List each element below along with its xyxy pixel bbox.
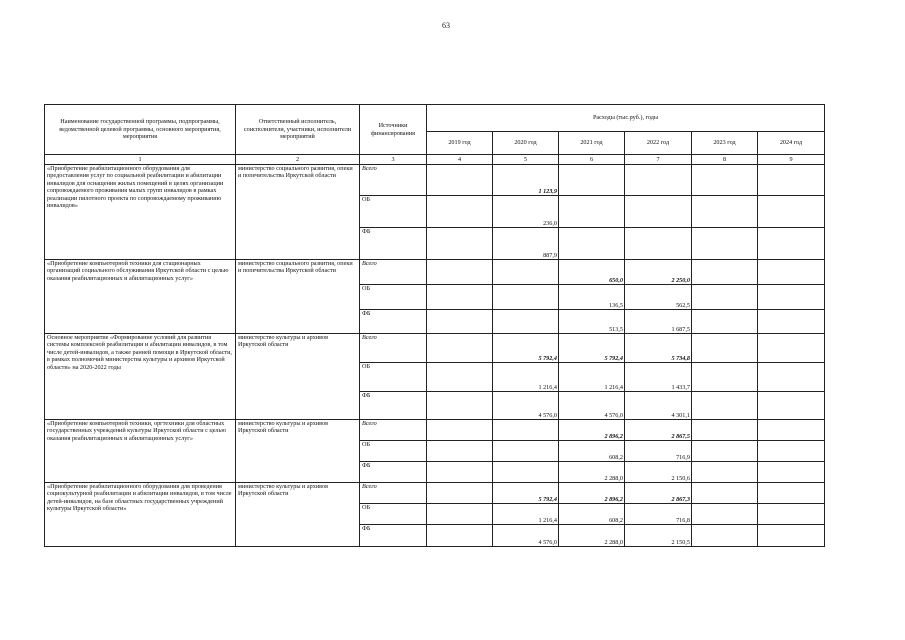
funding-source: Всего [360,483,427,504]
expense-value: 2 150,5 [625,525,692,547]
measure-executor: министерство культуры и архивов Иркутской области [236,483,360,547]
funding-source: Всего [360,260,427,285]
expense-value [758,504,825,525]
funding-source: Всего [360,420,427,441]
measure-name: «Приобретение реабилитационного оборудования для проведения социокультурной реабилитации и абилитации инвалидов, в том числе детей-инвалидов, на базе областных государственных учреждений культуры Иркутской области» [45,483,236,547]
expense-value [427,504,493,525]
expense-value [692,504,758,525]
table-row [45,260,825,285]
expense-value [427,165,493,196]
measure-name: Основное мероприятие «Формирование условий для развития системы комплексной реабилитации и абилитации инвалидов, в том числе детей-инвалидов, а также ранней помощи в Иркутской области, в рамках полномочий министерства культуры и архивов Иркутской области» на 2020-2022 годы [45,334,236,420]
expense-value: 2 896,2 [559,483,625,504]
expense-value [758,363,825,392]
expense-value: 2 896,2 [559,420,625,441]
expense-value [758,228,825,260]
column-number: 2 [236,155,360,165]
expense-value: 4 301,1 [625,392,692,420]
expense-value: 4 576,0 [493,392,559,420]
expense-value: 5 792,4 [493,483,559,504]
header-name: Наименование государственной программы, подпрограммы, ведомственной целевой программы, основного мероприятия, мероприятия [45,105,236,155]
expense-value: 5 734,8 [625,334,692,363]
funding-source: ФБ [360,462,427,483]
expense-value [493,441,559,462]
expense-value [758,462,825,483]
expense-value: 4 576,0 [493,525,559,547]
header-year: 2022 год [625,132,692,155]
expense-value: 5 792,4 [559,334,625,363]
expense-value [427,363,493,392]
expense-value [758,483,825,504]
measure-name: «Приобретение компьютерной техники для стационарных организаций социального обслуживания Иркутской области с целью оказания реабилитационных и абилитационных услуг» [45,260,236,334]
expense-value [692,483,758,504]
header-source: Источники финансирования [360,105,427,155]
expenses-table-wrap [44,104,825,547]
table-body [45,165,825,547]
table-row [45,334,825,363]
expense-value [427,483,493,504]
measure-executor: министерство культуры и архивов Иркутской области [236,334,360,420]
expense-value [758,310,825,334]
expense-value [758,420,825,441]
expense-value [692,196,758,228]
expense-value [559,228,625,260]
funding-source: ОБ [360,196,427,228]
expense-value [758,525,825,547]
measure-name: «Приобретение реабилитационного оборудования для предоставления услуг по социальной реабилитации и абилитации инвалидов для оснащения жилых помещений в целях организации сопровождаемого проживания малых групп инвалидов в рамках реализации пилотного проекта по сопровождаемому проживанию инвалидов» [45,165,236,260]
expense-value: 236,0 [493,196,559,228]
expense-value [493,285,559,310]
expense-value [692,392,758,420]
expense-value: 2 250,0 [625,260,692,285]
header-expenses: Расходы (тыс.руб.), годы [427,105,825,132]
expense-value [427,441,493,462]
expense-value [692,363,758,392]
header-year: 2020 год [493,132,559,155]
funding-source: ОБ [360,285,427,310]
expense-value [692,310,758,334]
expense-value: 887,9 [493,228,559,260]
expense-value: 1 216,4 [559,363,625,392]
header-year: 2023 год [692,132,758,155]
expense-value: 2 867,3 [625,483,692,504]
expense-value: 1 433,7 [625,363,692,392]
expense-value [692,165,758,196]
expense-value [692,462,758,483]
funding-source: Всего [360,334,427,363]
expense-value [559,196,625,228]
expense-value [427,462,493,483]
column-number: 7 [625,155,692,165]
column-number: 4 [427,155,493,165]
expense-value [427,420,493,441]
expense-value [758,334,825,363]
table-row [45,420,825,441]
funding-source: ОБ [360,363,427,392]
expense-value: 136,5 [559,285,625,310]
expense-value [427,525,493,547]
header-year: 2019 год [427,132,493,155]
expense-value [559,165,625,196]
header-year: 2021 год [559,132,625,155]
expense-value: 2 288,0 [559,525,625,547]
expenses-table [44,104,825,547]
expense-value [758,196,825,228]
funding-source: ФБ [360,525,427,547]
expense-value [625,228,692,260]
expense-value [625,165,692,196]
expense-value [758,441,825,462]
expense-value: 650,0 [559,260,625,285]
expense-value [427,260,493,285]
page-number: 63 [442,21,450,30]
expense-value [427,228,493,260]
expense-value [692,420,758,441]
header-year: 2024 год [758,132,825,155]
column-number: 1 [45,155,236,165]
expense-value: 1 687,5 [625,310,692,334]
expense-value: 1 123,9 [493,165,559,196]
expense-value [758,285,825,310]
funding-source: ФБ [360,310,427,334]
expense-value: 4 576,0 [559,392,625,420]
column-number: 5 [493,155,559,165]
expense-value: 1 216,4 [493,504,559,525]
column-number: 9 [758,155,825,165]
expense-value [427,196,493,228]
expense-value [692,334,758,363]
expense-value: 608,2 [559,504,625,525]
measure-name: «Приобретение компьютерной техники, оргтехники для областных государственных учреждений культуры Иркутской области с целью оказания реабилитационных и абилитационных услуг» [45,420,236,483]
header-executor: Ответственный исполнитель, соисполнители, участники, исполнители мероприятий [236,105,360,155]
expense-value: 1 216,4 [493,363,559,392]
expense-value: 513,5 [559,310,625,334]
expense-value [692,260,758,285]
expense-value [692,525,758,547]
expense-value [427,310,493,334]
expense-value [758,260,825,285]
expense-value: 2 867,5 [625,420,692,441]
table-row [45,165,825,196]
funding-source: ФБ [360,228,427,260]
measure-executor: министерство социального развития, опеки и попечительства Иркутской области [236,165,360,260]
column-number-row [45,155,825,165]
expense-value [493,420,559,441]
expense-value [493,260,559,285]
expense-value [692,441,758,462]
funding-source: ОБ [360,441,427,462]
expense-value: 716,8 [625,504,692,525]
expense-value [692,228,758,260]
column-number: 6 [559,155,625,165]
expense-value: 2 150,6 [625,462,692,483]
measure-executor: министерство культуры и архивов Иркутской области [236,420,360,483]
expense-value [427,392,493,420]
funding-source: Всего [360,165,427,196]
expense-value [427,285,493,310]
funding-source: ОБ [360,504,427,525]
expense-value [493,462,559,483]
expense-value [758,392,825,420]
expense-value: 5 792,4 [493,334,559,363]
expense-value [692,285,758,310]
expense-value: 608,2 [559,441,625,462]
column-number: 8 [692,155,758,165]
column-number: 3 [360,155,427,165]
expense-value [427,334,493,363]
expense-value [625,196,692,228]
expense-value: 2 288,0 [559,462,625,483]
measure-executor: министерство социального развития, опеки и попечительства Иркутской области [236,260,360,334]
expense-value [493,310,559,334]
expense-value: 562,5 [625,285,692,310]
expense-value: 716,9 [625,441,692,462]
funding-source: ФБ [360,392,427,420]
expense-value [758,165,825,196]
table-row [45,483,825,504]
